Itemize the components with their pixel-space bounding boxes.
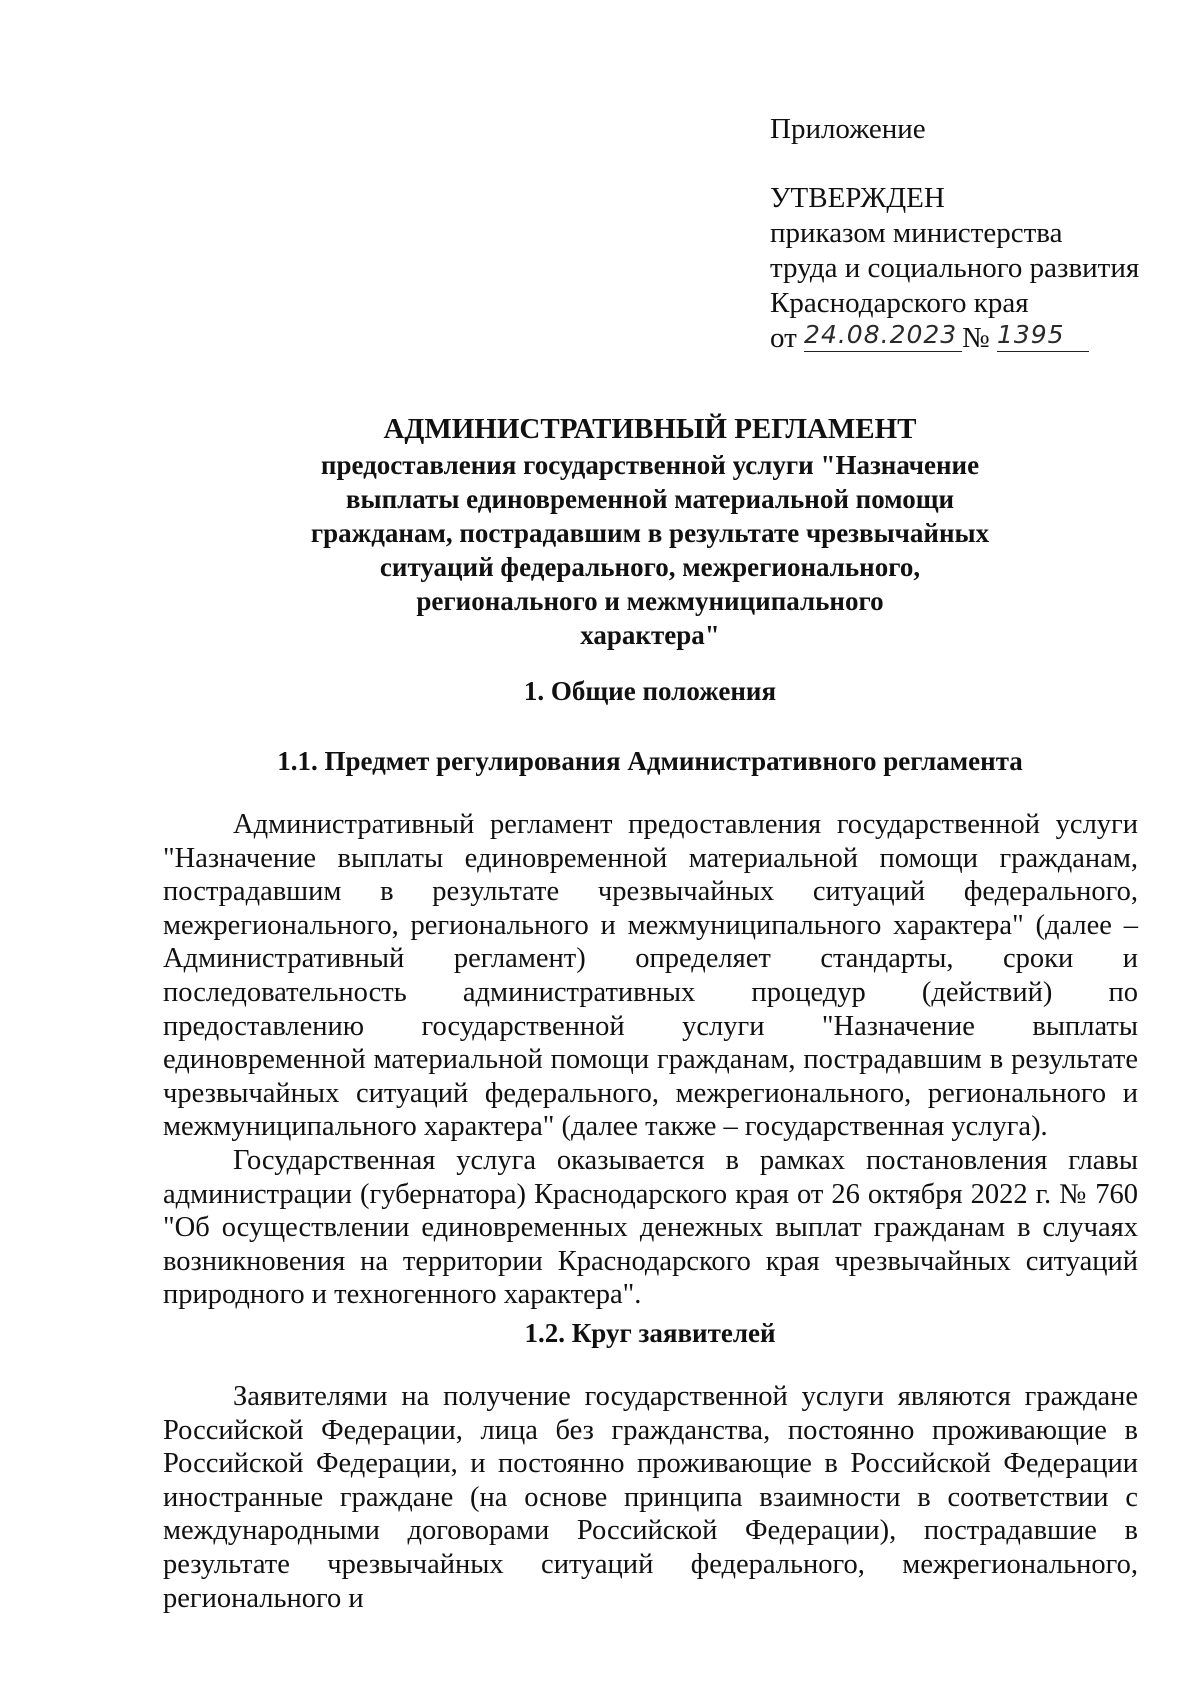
title-main: АДМИНИСТРАТИВНЫЙ РЕГЛАМЕНТ (383, 413, 917, 445)
approval-line-1: приказом министерства (770, 217, 1063, 249)
section-heading-1: 1. Общие положения (523, 676, 777, 706)
approval-block (770, 112, 1170, 356)
annex-label: Приложение (770, 113, 926, 145)
from-label: от (770, 322, 797, 354)
paragraph-2: Государственная услуга оказывается в рамках постановления главы администрации (губернатора) Краснодарского края от 26 октября 2022 г. № 760 "Об осуществлении единовременных денежных выплат гражданам в случаях возникновения на территории Краснодарского края чрезвычайных ситуаций природного и техногенного характера". (163, 1144, 1138, 1311)
approval-date-line (770, 321, 1170, 356)
title-line-1: предоставления государственной услуги "Назначение (320, 450, 980, 480)
document-title (200, 412, 1100, 652)
paragraph-applicants (163, 1380, 1138, 1615)
paragraph-1: Административный регламент предоставления государственной услуги "Назначение выплаты единовременной материальной помощи гражданам, пострадавшим в результате чрезвычайных ситуаций федерального, межрегионального, регионального и межмуниципального характера" (далее – Административный регламент) определяет стандарты, сроки и последовательность административных процедур (действий) по предоставлению государственной услуги "Назначение выплаты единовременной материальной помощи гражданам, пострадавшим в результате чрезвычайных ситуаций федерального, межрегионального, регионального и межмуниципального характера" (далее также – государственная услуга). (163, 809, 1138, 1143)
handwritten-number: 1395 (996, 320, 1065, 349)
number-label: № (962, 322, 990, 354)
approval-line-3: Краснодарского края (770, 287, 1029, 319)
approved-label: УТВЕРЖДЕН (770, 182, 945, 214)
number-field (997, 321, 1089, 352)
approval-line-2: труда и социального развития (770, 252, 1140, 284)
subsection-heading-1-1: 1.1. Предмет регулирования Административного регламента (277, 746, 1023, 776)
paragraph-3: Заявителями на получение государственной услуги являются граждане Российской Федерации, лица без гражданства, постоянно проживающие в Российской Федерации, и постоянно проживающие в Российской Федерации иностранные граждане (на основе принципа взаимности в соответствии с международными договорами Российской Федерации), пострадавшие в результате чрезвычайных ситуаций федерального, межрегионального, регионального и (163, 1381, 1138, 1614)
title-line-6: характера" (580, 620, 720, 650)
date-field (804, 321, 962, 352)
title-line-5: регионального и межмуниципального (416, 586, 884, 616)
subsection-heading-1-2: 1.2. Круг заявителей (524, 1318, 776, 1348)
handwritten-date: 24.08.2023 (804, 320, 958, 349)
title-line-3: гражданам, пострадавшим в результате чрезвычайных (310, 518, 990, 548)
paragraph-subject (163, 808, 1138, 1312)
title-line-2: выплаты единовременной материальной помощи (345, 484, 955, 514)
title-line-4: ситуаций федерального, межрегионального, (379, 552, 921, 582)
